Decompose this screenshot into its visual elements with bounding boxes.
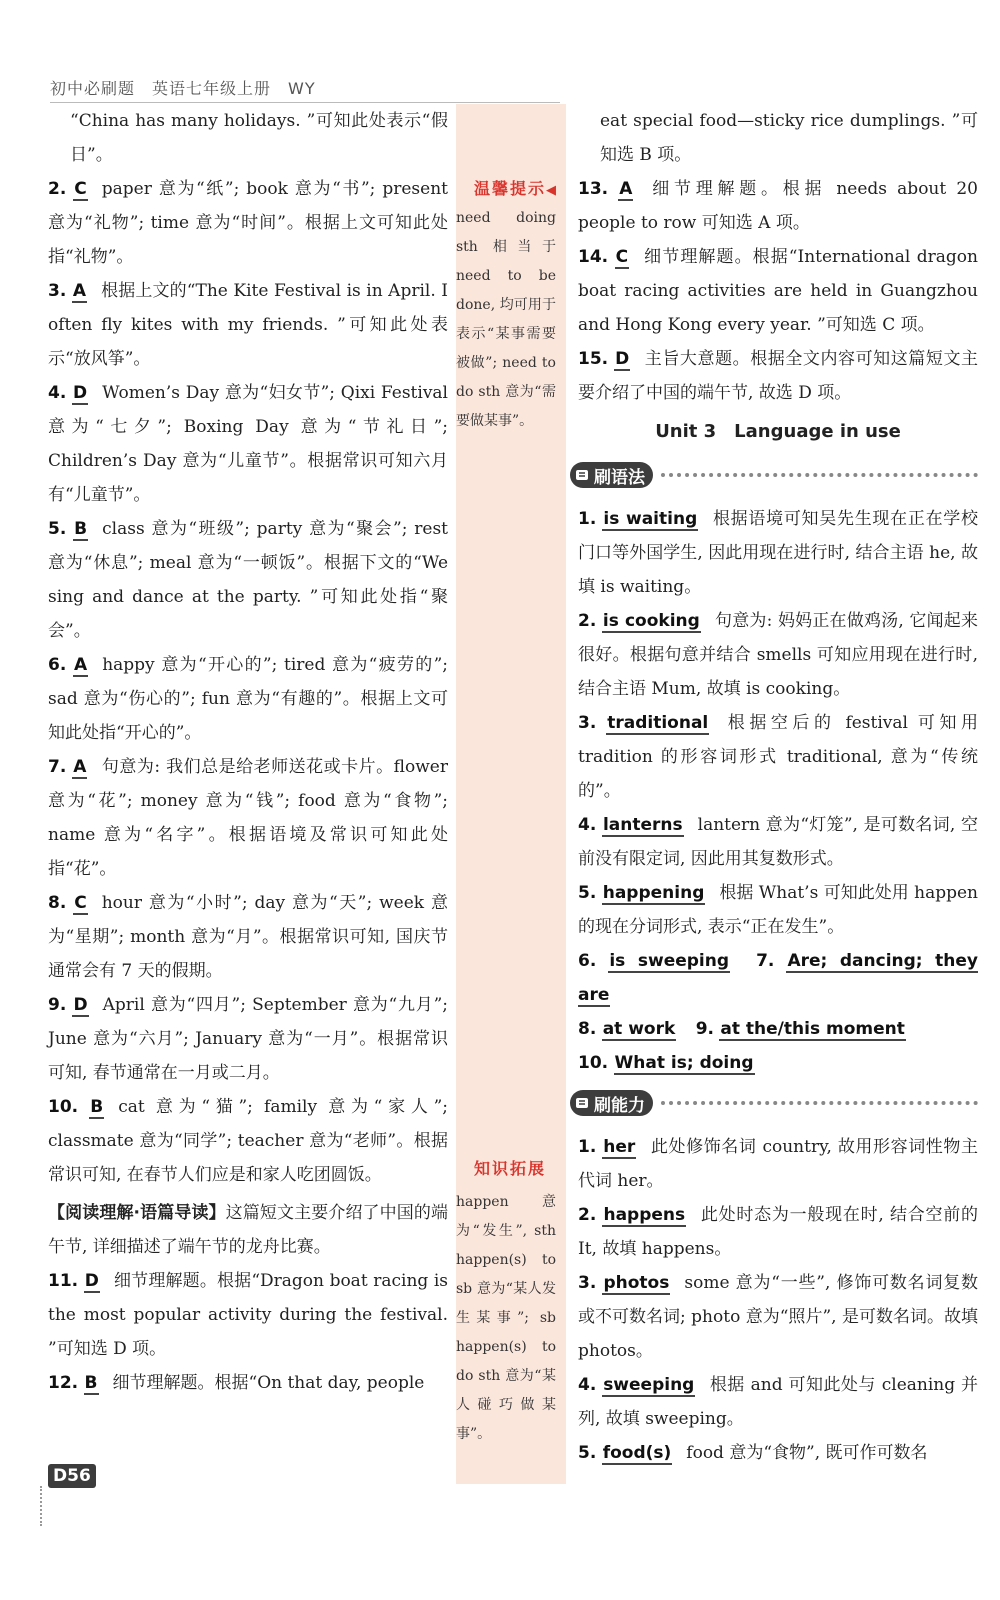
left-column (48, 104, 448, 1400)
item-number: 7. (756, 951, 775, 971)
answer-key: is cooking (602, 611, 700, 631)
answer-explanation: 此处时态为一般现在时, 结合空前的 It, 故填 happens。 (578, 1205, 979, 1259)
item-number: 12. (48, 1373, 79, 1393)
answer-explanation: 根据上文的“The Kite Festival is in April. I often fly kites with my friends. ”可知此处表示“放风筝”。 (48, 281, 448, 369)
item-number: 2. (48, 179, 67, 199)
section-ability (570, 1086, 978, 1120)
answer-explanation: hour 意为“小时”; day 意为“天”; week 意为“星期”; month 意为“月”。根据常识可知, 国庆节通常会有 7 天的假期。 (48, 893, 448, 981)
item-number: 5. (48, 519, 67, 539)
right-answer-list (578, 172, 978, 410)
answer-explanation: 此处修饰名词 country, 故用形容词性物主代词 her。 (578, 1137, 978, 1191)
answer-explanation: 主旨大意题。根据全文内容可知这篇短文主要介绍了中国的端午节, 故选 D 项。 (578, 349, 979, 403)
answer-key: happens (603, 1205, 686, 1225)
grammar-line-6-7 (578, 944, 978, 1012)
item-number: 2. (578, 611, 597, 631)
answer-key: traditional (607, 713, 709, 733)
answer-key: at work (602, 1019, 676, 1039)
reading-guide (48, 1196, 448, 1264)
right-column (578, 104, 978, 1470)
pen-icon (574, 467, 590, 483)
answer-key: happening (602, 883, 705, 903)
right-intro: eat special food—sticky rice dumplings. ”可知选 B 项。 (600, 111, 978, 165)
answer-key: A (619, 179, 633, 199)
item-number: 10. (48, 1097, 79, 1117)
section-ability-dots (661, 1101, 978, 1105)
answer-item (578, 1198, 978, 1266)
answer-explanation: April 意为“四月”; September 意为“九月”; June 意为“六月”; January 意为“一月”。根据常识可知, 春节通常在一月或二月。 (48, 995, 448, 1083)
item-number: 9. (695, 1019, 714, 1039)
section-ability-badge (570, 1090, 653, 1116)
answer-key: A (72, 281, 87, 301)
answer-item (578, 1266, 978, 1368)
item-number: 1. (578, 509, 597, 529)
item-number: 1. (578, 1137, 597, 1157)
answer-item (578, 706, 978, 808)
answer-item (48, 648, 448, 750)
answer-explanation: Women’s Day 意为“妇女节”; Qixi Festival 意为“七夕”; Boxing Day 意为“节礼日”; Children’s Day 意为“儿童节”。根据常识可知六月有“儿童节”。 (48, 383, 448, 505)
answer-explanation: 细节理解题。根据“Dragon boat racing is the most popular activity during the festival. ”可知选 D 项。 (48, 1271, 449, 1359)
answer-key: lanterns (602, 815, 683, 835)
answer-item (578, 502, 978, 604)
answer-item (578, 342, 978, 410)
item-number: 9. (48, 995, 67, 1015)
answer-key: C (74, 179, 87, 199)
answer-key: D (73, 995, 88, 1015)
answer-explanation: food 意为“食物”, 既可作可数名 (686, 1443, 928, 1463)
tip-title-extend-text: 知识拓展 (474, 1159, 547, 1178)
answer-key: is sweeping (609, 951, 730, 971)
answer-key: B (74, 519, 88, 539)
answer-key: food(s) (602, 1443, 672, 1463)
answer-item (48, 1264, 448, 1366)
item-number: 11. (48, 1271, 79, 1291)
item-number: 14. (578, 247, 609, 267)
answer-item (48, 1366, 448, 1400)
item-number: 15. (578, 349, 609, 369)
answer-key: B (84, 1373, 98, 1393)
answer-key: at the/this moment (720, 1019, 905, 1039)
answer-item (578, 240, 978, 342)
tip-body-extend (456, 1188, 556, 1449)
corner-decoration (40, 1486, 52, 1526)
answer-explanation: 句意为: 妈妈正在做鸡汤, 它闻起来很好。根据句意并结合 smells 可知应用现在进行时, 结合主语 Mum, 故填 is cooking。 (578, 611, 978, 699)
grammar-answer-list (578, 502, 978, 944)
item-number: 3. (578, 713, 597, 733)
section-ability-label: 刷能力 (594, 1095, 645, 1116)
grammar-line-10 (578, 1046, 978, 1080)
answer-key: What is; doing (614, 1053, 754, 1073)
answer-item (48, 376, 448, 512)
answer-explanation: 句意为: 我们总是给老师送花或卡片。flower 意为“花”; money 意为“钱”; food 意为“食物”; name 意为“名字”。根据语境及常识可知此处指“花”。 (48, 757, 448, 879)
answer-explanation: paper 意为“纸”; book 意为“书”; present 意为“礼物”; time 意为“时间”。根据上文可知此处指“礼物”。 (48, 179, 448, 267)
answer-item (578, 1130, 978, 1198)
answer-key: sweeping (603, 1375, 695, 1395)
item-number: 4. (48, 383, 67, 403)
reading-guide-tag: 【阅读理解·语篇导读】 (48, 1203, 226, 1223)
answer-explanation: 根据 What’s 可知此处用 happen 的现在分词形式, 表示“正在发生”。 (578, 883, 979, 937)
answer-key: her (603, 1137, 636, 1157)
item-number: 4. (578, 815, 597, 835)
answer-explanation: some 意为“一些”, 修饰可数名词复数或不可数名词; photo 意为“照片”, 是可数名词。故填 photos。 (578, 1273, 979, 1361)
answer-explanation: class 意为“班级”; party 意为“聚会”; rest 意为“休息”; meal 意为“一顿饭”。根据下文的“We sing and dance at the party. ”可知此处指“聚会”。 (48, 519, 449, 641)
answer-key: D (73, 383, 88, 403)
item-number: 13. (578, 179, 609, 199)
answer-key: D (615, 349, 630, 369)
item-number: 8. (48, 893, 67, 913)
answer-item (578, 1436, 978, 1470)
unit-title: Unit 3 Language in use (655, 421, 901, 442)
running-header (50, 76, 316, 99)
answer-item (48, 1090, 448, 1192)
answer-item (578, 808, 978, 876)
tip-body-extend-text: happen 意为“发生”, sth happen(s) to sb 意为“某人发生某事”; sb happen(s) to do sth 意为“某人碰巧做某事”。 (456, 1194, 556, 1442)
grammar-line-8-9 (578, 1012, 978, 1046)
answer-key: C (615, 247, 629, 267)
left-answer-list (48, 172, 448, 1192)
item-number: 3. (48, 281, 67, 301)
arrow-left-icon: ◀ (546, 183, 559, 198)
answer-item (578, 1368, 978, 1436)
item-number: 6. (48, 655, 67, 675)
left-intro: “China has many holidays. ”可知此处表示“假日”。 (70, 111, 448, 165)
header-text: 初中必刷题 英语七年级上册 WY (50, 79, 316, 98)
left-answer-list-2 (48, 1264, 448, 1400)
reading-guide-text: 这篇短文主要介绍了中国的端午节, 详细描述了端午节的龙舟比赛。 (48, 1203, 448, 1257)
pen-icon (574, 1095, 590, 1111)
item-number: 4. (578, 1375, 597, 1395)
section-grammar-dots (661, 473, 978, 477)
answer-item (578, 604, 978, 706)
answer-item (48, 750, 448, 886)
header-rule (50, 102, 560, 103)
answer-explanation: 根据语境可知吴先生现在正在学校门口等外国学生, 因此用现在进行时, 结合主语 he, 故填 is waiting。 (578, 509, 979, 597)
item-number: 3. (578, 1273, 597, 1293)
section-grammar-badge (570, 462, 653, 488)
answer-key: C (74, 893, 87, 913)
answer-explanation: 根据 and 可知此处与 cleaning 并列, 故填 sweeping。 (578, 1375, 979, 1429)
answer-item (48, 172, 448, 274)
section-grammar (570, 458, 978, 492)
answer-explanation: 细节理解题。根据 needs about 20 people to row 可知选 A 项。 (578, 179, 978, 233)
answer-key: A (74, 655, 88, 675)
answer-key: B (90, 1097, 104, 1117)
answer-key: A (73, 757, 87, 777)
answer-item (48, 886, 448, 988)
item-number: 7. (48, 757, 67, 777)
answer-explanation: 细节理解题。根据“International dragon boat racing activities are held in Guangzhou and Hong Kong every year. ”可知选 C 项。 (578, 247, 978, 335)
item-number: 5. (578, 883, 597, 903)
item-number: 10. (578, 1053, 609, 1073)
item-number: 6. (578, 951, 597, 971)
tips-sidebar (456, 104, 566, 1484)
page-number: D56 (48, 1464, 96, 1488)
answer-item (48, 274, 448, 376)
ability-answer-list (578, 1130, 978, 1470)
answer-key: is waiting (603, 509, 698, 529)
tip-title-extend (474, 1156, 546, 1179)
answer-key: Are; dancing; they are (578, 951, 979, 1005)
answer-item (578, 876, 978, 944)
tip-title-warm-text: 温馨提示 (474, 179, 547, 198)
answer-explanation: happy 意为“开心的”; tired 意为“疲劳的”; sad 意为“伤心的”; fun 意为“有趣的”。根据上文可知此处指“开心的”。 (48, 655, 448, 743)
item-number: 2. (578, 1205, 597, 1225)
answer-key: D (84, 1271, 99, 1291)
answer-explanation: lantern 意为“灯笼”, 是可数名词, 空前没有限定词, 因此用其复数形式。 (578, 815, 978, 869)
answer-item (48, 512, 448, 648)
answer-item (578, 172, 978, 240)
answer-key: photos (603, 1273, 670, 1293)
tip-body-warm: need doing sth 相当于 need to be done, 均可用于表示“某事需要被做”; need to do sth 意为“需要做某事”。 (456, 210, 556, 429)
section-grammar-label: 刷语法 (594, 467, 645, 488)
answer-explanation: cat 意为“猫”; family 意为“家人”; classmate 意为“同学”; teacher 意为“老师”。根据常识可知, 在春节人们应是和家人吃团圆饭。 (48, 1097, 448, 1185)
tip-title-warm (474, 176, 558, 199)
answer-item (48, 988, 448, 1090)
item-number: 8. (578, 1019, 597, 1039)
answer-explanation: 细节理解题。根据“On that day, people (112, 1373, 425, 1393)
answer-explanation: 根据空后的 festival 可知用 tradition 的形容词形式 traditional, 意为“传统的”。 (578, 713, 978, 801)
item-number: 5. (578, 1443, 597, 1463)
